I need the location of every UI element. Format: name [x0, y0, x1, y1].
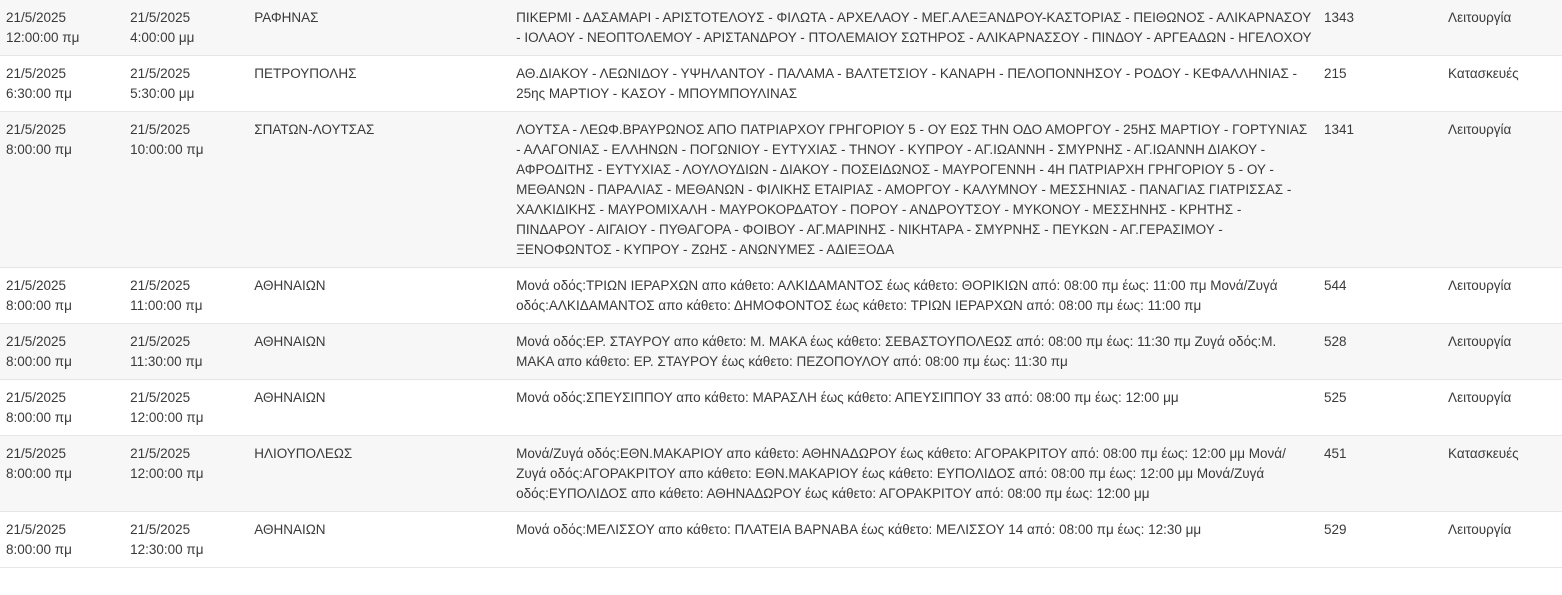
- area-cell: [248, 56, 510, 112]
- table-row: [0, 512, 1562, 568]
- table-row: [0, 0, 1562, 56]
- area-name: ΑΘΗΝΑΙΩΝ: [254, 278, 326, 293]
- start-time: 8:00:00 πμ: [6, 298, 72, 313]
- number-cell: [1318, 56, 1442, 112]
- affected-streets: Μονά οδός:ΤΡΙΩΝ ΙΕΡΑΡΧΩΝ απο κάθετο: ΑΛΚΙΔΑΜΑΝΤΟΣ έως κάθετο: ΘΟΡΙΚΙΩΝ από: 08:00 πμ έως: 11:00 πμ Μονά/Ζυγά οδός:ΑΛΚΙΔΑΜΑΝΤΟΣ απο κάθετο: ΔΗΜΟΦΟΝΤΟΣ έως κάθετο: ΤΡΙΩΝ ΙΕΡΑΡΧΩΝ από: 08:00 πμ έως: 11:00 πμ: [516, 278, 1278, 313]
- outage-number: 525: [1323, 390, 1347, 405]
- outage-number: 529: [1323, 522, 1347, 537]
- affected-streets: Μονά/Ζυγά οδός:ΕΘΝ.ΜΑΚΑΡΙΟΥ απο κάθετο: ΑΘΗΝΑΔΩΡΟΥ έως κάθετο: ΑΓΟΡΑΚΡΙΤΟΥ από: 08:00 πμ έως: 12:00 μμ Μονά/Ζυγά οδός:ΑΓΟΡΑΚΡΙΤΟΥ απο κάθετο: ΕΘΝ.ΜΑΚΑΡΙΟΥ έως κάθετο: ΕΥΠΟΛΙΔΟΣ από: 08:00 πμ έως: 12:00 μμ Μονά/Ζυγά οδός:ΕΥΠΟΛΙΔΟΣ απο κάθετο: ΑΘΗΝΑΔΩΡΟΥ έως κάθετο: ΑΓΟΡΑΚΡΙΤΟΥ από: 08:00 πμ έως: 12:00 μμ: [516, 446, 1286, 501]
- end-date: 21/5/2025: [130, 122, 191, 137]
- table-row: [0, 268, 1562, 324]
- outage-reason: Λειτουργία: [1448, 390, 1512, 405]
- area-name: ΗΛΙΟΥΠΟΛΕΩΣ: [254, 446, 353, 461]
- end-time: 12:00:00 πμ: [130, 410, 204, 425]
- start-time: 8:00:00 πμ: [6, 542, 72, 557]
- start-date: 21/5/2025: [6, 390, 67, 405]
- outage-number: 451: [1323, 446, 1347, 461]
- number-cell: [1318, 436, 1442, 512]
- number-cell: [1318, 380, 1442, 436]
- end-time: 5:30:00 μμ: [130, 86, 195, 101]
- outage-number: 215: [1323, 66, 1347, 81]
- end-time: 11:30:00 πμ: [130, 354, 203, 369]
- area-name: ΣΠΑΤΩΝ-ΛΟΥΤΣΑΣ: [254, 122, 375, 137]
- area-cell: [248, 324, 510, 380]
- end-time: 12:00:00 πμ: [130, 466, 204, 481]
- end-datetime-cell: [124, 512, 248, 568]
- end-datetime-cell: [124, 436, 248, 512]
- reason-cell: [1442, 268, 1562, 324]
- start-datetime-cell: [0, 112, 124, 268]
- end-datetime-cell: [124, 112, 248, 268]
- area-name: ΠΕΤΡΟΥΠΟΛΗΣ: [254, 66, 357, 81]
- reason-cell: [1442, 380, 1562, 436]
- outage-reason: Λειτουργία: [1448, 334, 1512, 349]
- outage-number: 528: [1323, 334, 1347, 349]
- end-date: 21/5/2025: [130, 522, 191, 537]
- end-date: 21/5/2025: [130, 446, 191, 461]
- end-datetime-cell: [124, 324, 248, 380]
- area-cell: [248, 268, 510, 324]
- end-time: 11:00:00 πμ: [130, 298, 203, 313]
- description-cell: [510, 512, 1318, 568]
- end-datetime-cell: [124, 56, 248, 112]
- start-datetime-cell: [0, 380, 124, 436]
- outage-reason: Λειτουργία: [1448, 10, 1512, 25]
- start-time: 8:00:00 πμ: [6, 142, 72, 157]
- end-datetime-cell: [124, 380, 248, 436]
- reason-cell: [1442, 436, 1562, 512]
- end-date: 21/5/2025: [130, 334, 191, 349]
- affected-streets: Μονά οδός:ΣΠΕΥΣΙΠΠΟΥ απο κάθετο: ΜΑΡΑΣΛΗ έως κάθετο: ΑΠΕΥΣΙΠΠΟΥ 33 από: 08:00 πμ έως: 12:00 μμ: [516, 390, 1179, 405]
- reason-cell: [1442, 324, 1562, 380]
- start-date: 21/5/2025: [6, 66, 67, 81]
- end-date: 21/5/2025: [130, 10, 191, 25]
- outage-reason: Κατασκευές: [1448, 446, 1519, 461]
- start-datetime-cell: [0, 324, 124, 380]
- end-datetime-cell: [124, 268, 248, 324]
- end-datetime-cell: [124, 0, 248, 56]
- description-cell: [510, 56, 1318, 112]
- start-datetime-cell: [0, 436, 124, 512]
- description-cell: [510, 380, 1318, 436]
- table-row: [0, 112, 1562, 268]
- affected-streets: ΑΘ.ΔΙΑΚΟΥ - ΛΕΩΝΙΔΟΥ - ΥΨΗΛΑΝΤΟΥ - ΠΑΛΑΜΑ - ΒΑΛΤΕΤΣΙΟΥ - ΚΑΝΑΡΗ - ΠΕΛΟΠΟΝΝΗΣΟΥ - ΡΟΔΟΥ - ΚΕΦΑΛΛΗΝΙΑΣ - 25ης ΜΑΡΤΙΟΥ - ΚΑΣΟΥ - ΜΠΟΥΜΠΟΥΛΙΝΑΣ: [516, 66, 1298, 101]
- number-cell: [1318, 0, 1442, 56]
- reason-cell: [1442, 112, 1562, 268]
- area-cell: [248, 380, 510, 436]
- outage-number: 544: [1323, 278, 1347, 293]
- outage-reason: Λειτουργία: [1448, 522, 1512, 537]
- start-datetime-cell: [0, 512, 124, 568]
- start-time: 8:00:00 πμ: [6, 410, 72, 425]
- number-cell: [1318, 324, 1442, 380]
- area-name: ΑΘΗΝΑΙΩΝ: [254, 390, 326, 405]
- reason-cell: [1442, 512, 1562, 568]
- area-name: ΑΘΗΝΑΙΩΝ: [254, 334, 326, 349]
- table-row: [0, 324, 1562, 380]
- end-date: 21/5/2025: [130, 278, 191, 293]
- outage-reason: Λειτουργία: [1448, 122, 1512, 137]
- area-name: ΑΘΗΝΑΙΩΝ: [254, 522, 326, 537]
- number-cell: [1318, 112, 1442, 268]
- reason-cell: [1442, 56, 1562, 112]
- area-name: ΡΑΦΗΝΑΣ: [254, 10, 319, 25]
- start-date: 21/5/2025: [6, 278, 67, 293]
- start-time: 8:00:00 πμ: [6, 466, 72, 481]
- end-time: 12:30:00 πμ: [130, 542, 204, 557]
- description-cell: [510, 436, 1318, 512]
- outage-reason: Κατασκευές: [1448, 66, 1519, 81]
- end-time: 4:00:00 μμ: [130, 30, 195, 45]
- outage-number: 1343: [1323, 10, 1354, 25]
- start-time: 12:00:00 πμ: [6, 30, 80, 45]
- start-time: 8:00:00 πμ: [6, 354, 72, 369]
- start-time: 6:30:00 πμ: [6, 86, 72, 101]
- start-date: 21/5/2025: [6, 122, 67, 137]
- start-datetime-cell: [0, 0, 124, 56]
- description-cell: [510, 268, 1318, 324]
- start-datetime-cell: [0, 268, 124, 324]
- start-datetime-cell: [0, 56, 124, 112]
- number-cell: [1318, 512, 1442, 568]
- outage-reason: Λειτουργία: [1448, 278, 1512, 293]
- description-cell: [510, 0, 1318, 56]
- area-cell: [248, 436, 510, 512]
- area-cell: [248, 0, 510, 56]
- number-cell: [1318, 268, 1442, 324]
- start-date: 21/5/2025: [6, 522, 67, 537]
- reason-cell: [1442, 0, 1562, 56]
- affected-streets: Μονά οδός:ΜΕΛΙΣΣΟΥ απο κάθετο: ΠΛΑΤΕΙΑ ΒΑΡΝΑΒΑ έως κάθετο: ΜΕΛΙΣΣΟΥ 14 από: 08:00 πμ έως: 12:30 μμ: [516, 522, 1202, 537]
- end-time: 10:00:00 πμ: [130, 142, 204, 157]
- description-cell: [510, 324, 1318, 380]
- table-row: [0, 380, 1562, 436]
- affected-streets: ΛΟΥΤΣΑ - ΛΕΩΦ.ΒΡΑΥΡΩΝΟΣ ΑΠΟ ΠΑΤΡΙΑΡΧΟΥ ΓΡΗΓΟΡΙΟΥ 5 - ΟΥ ΕΩΣ ΤΗΝ ΟΔΟ ΑΜΟΡΓΟΥ - 25ΗΣ ΜΑΡΤΙΟΥ - ΓΟΡΤΥΝΙΑΣ - ΑΛΑΓΟΝΙΑΣ - ΕΛΛΗΝΩΝ - ΠΟΓΩΝΙΟΥ - ΕΥΤΥΧΙΑΣ - ΤΗΝΟΥ - ΚΥΠΡΟΥ - ΑΓ.ΙΩΑΝΝΗ - ΣΜΥΡΝΗΣ - ΑΓ.ΙΩΑΝΝΗ ΔΙΑΚΟΥ - ΑΦΡΟΔΙΤΗΣ - ΕΥΤΥΧΙΑΣ - ΛΟΥΛΟΥΔΙΩΝ - ΔΙΑΚΟΥ - ΠΟΣΕΙΔΩΝΟΣ - ΜΑΥΡΟΓΕΝΝΗ - 4Η ΠΑΤΡΙΑΡΧΗ ΓΡΗΓΟΡΙΟΥ 5 - ΟΥ - ΜΕΘΑΝΩΝ - ΠΑΡΑΛΙΑΣ - ΜΕΘΑΝΩΝ - ΦΙΛΙΚΗΣ ΕΤΑΙΡΙΑΣ - ΑΜΟΡΓΟΥ - ΚΑΛΥΜΝΟΥ - ΜΕΣΣΗΝΙΑΣ - ΠΑΝΑΓΙΑΣ ΓΙΑΤΡΙΣΣΑΣ - ΧΑΛΚΙΔΙΚΗΣ - ΜΑΥΡΟΜΙΧΑΛΗ - ΜΑΥΡΟΚΟΡΔΑΤΟΥ - ΠΟΡΟΥ - ΑΝΔΡΟΥΤΣΟΥ - ΜΥΚΟΝΟΥ - ΜΕΣΣΗΝΗΣ - ΚΡΗΤΗΣ - ΠΙΝΔΑΡΟΥ - ΑΙΓΑΙΟΥ - ΠΥΘΑΓΟΡΑ - ΦΟΙΒΟΥ - ΑΓ.ΜΑΡΙΝΗΣ - ΝΙΚΗΤΑΡΑ - ΣΜΥΡΝΗΣ - ΠΕΥΚΩΝ - ΑΓ.ΓΕΡΑΣΙΜΟΥ - ΞΕΝΟΦΩΝΤΟΣ - ΚΥΠΡΟΥ - ΖΩΗΣ - ΑΝΩΝΥΜΕΣ - ΑΔΙΕΞΟΔΑ: [516, 122, 1308, 257]
- table-row: [0, 56, 1562, 112]
- end-date: 21/5/2025: [130, 390, 191, 405]
- area-cell: [248, 512, 510, 568]
- start-date: 21/5/2025: [6, 334, 67, 349]
- affected-streets: ΠΙΚΕΡΜΙ - ΔΑΣΑΜΑΡΙ - ΑΡΙΣΤΟΤΕΛΟΥΣ - ΦΙΛΩΤΑ - ΑΡΧΕΛΑΟΥ - ΜΕΓ.ΑΛΕΞΑΝΔΡΟΥ-ΚΑΣΤΟΡΙΑΣ - ΠΕΙΘΩΝΟΣ - ΑΛΙΚΑΡΝΑΣΟΥ - ΙΟΛΑΟΥ - ΝΕΟΠΤΟΛΕΜΟΥ - ΑΡΙΣΤΑΝΔΡΟΥ - ΠΤΟΛΕΜΑΙΟΥ ΣΩΤΗΡΟΣ - ΑΛΙΚΑΡΝΑΣΣΟΥ - ΠΙΝΔΟΥ - ΑΡΓΕΑΔΩΝ - ΗΓΕΛΟΧΟΥ: [516, 10, 1312, 45]
- description-cell: [510, 112, 1318, 268]
- outage-number: 1341: [1323, 122, 1354, 137]
- area-cell: [248, 112, 510, 268]
- start-date: 21/5/2025: [6, 446, 67, 461]
- end-date: 21/5/2025: [130, 66, 191, 81]
- start-date: 21/5/2025: [6, 10, 67, 25]
- table-row: [0, 436, 1562, 512]
- affected-streets: Μονά οδός:ΕΡ. ΣΤΑΥΡΟΥ απο κάθετο: Μ. ΜΑΚΑ έως κάθετο: ΣΕΒΑΣΤΟΥΠΟΛΕΩΣ από: 08:00 πμ έως: 11:30 πμ Ζυγά οδός:Μ. ΜΑΚΑ απο κάθετο: ΕΡ. ΣΤΑΥΡΟΥ έως κάθετο: ΠΕΖΟΠΟΥΛΟΥ από: 08:00 πμ έως: 11:30 πμ: [516, 334, 1277, 369]
